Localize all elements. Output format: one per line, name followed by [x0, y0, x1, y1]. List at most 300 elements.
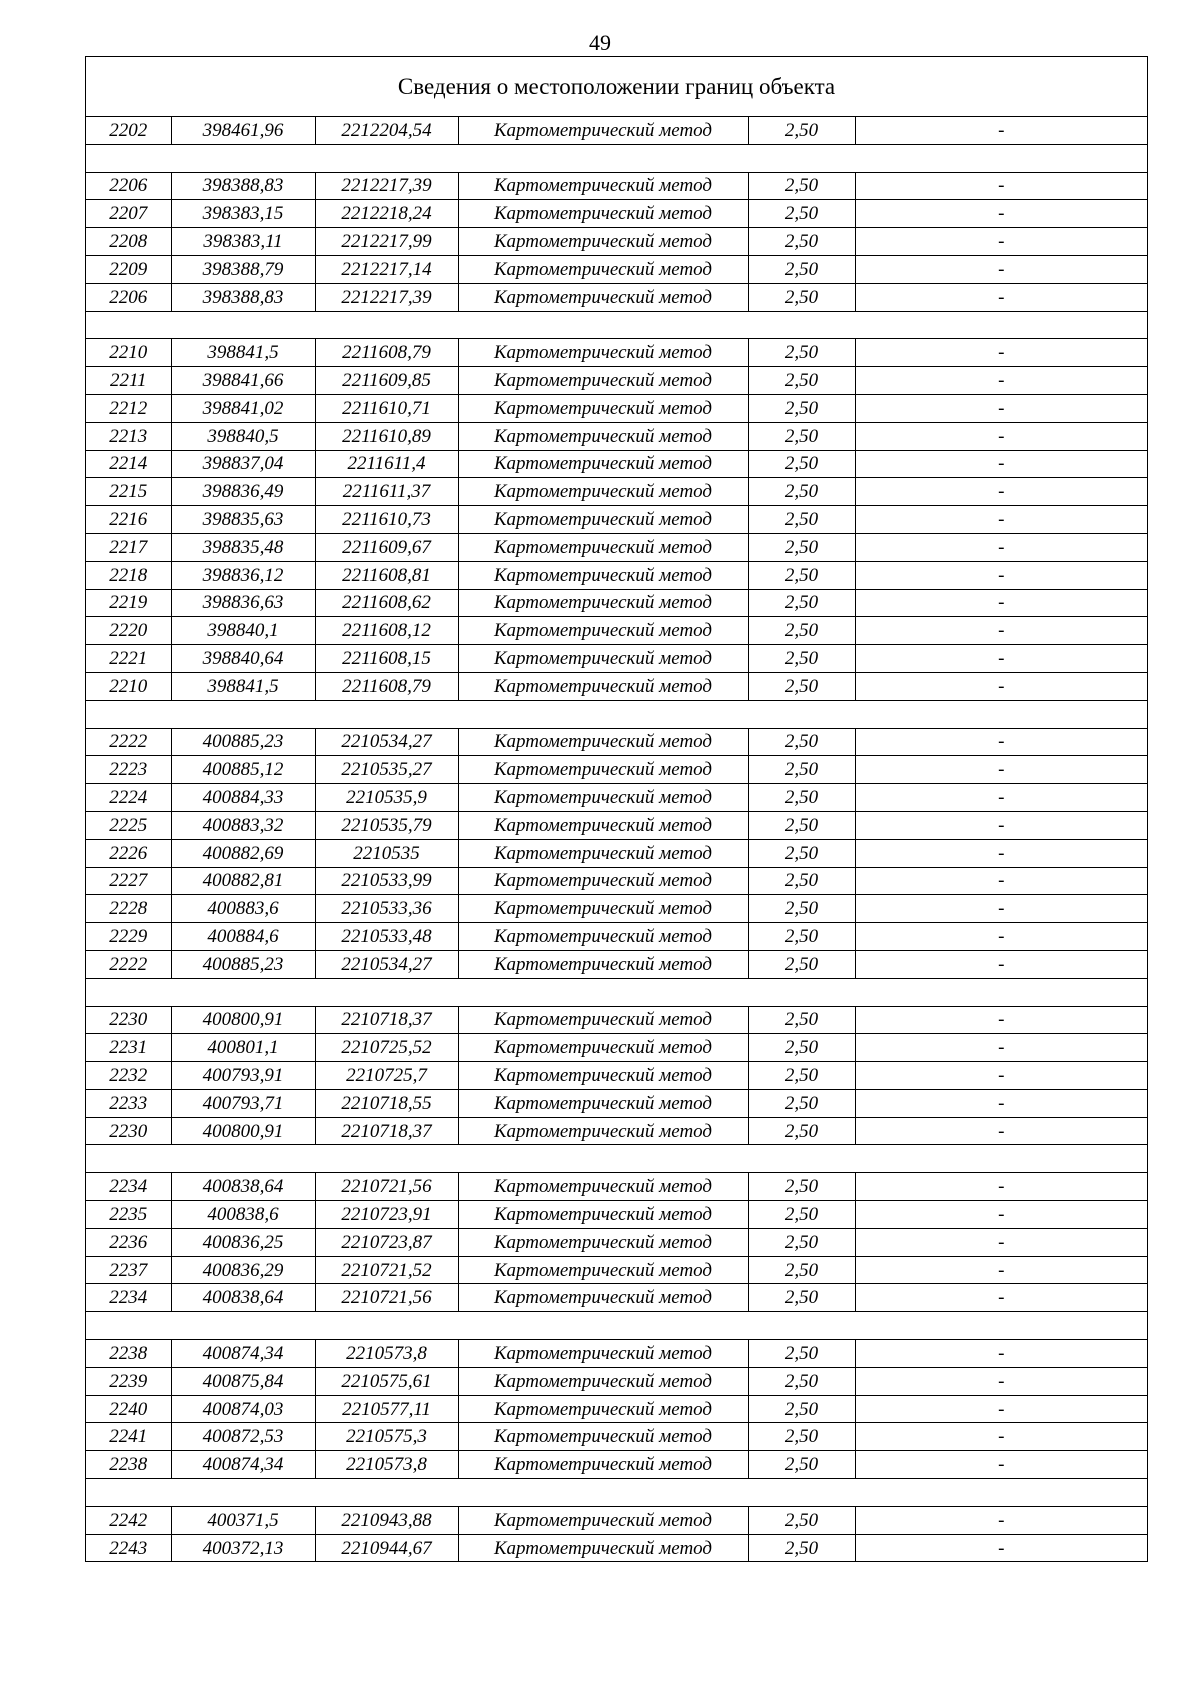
accuracy-cell: 2,50 — [748, 561, 855, 589]
table-row — [86, 1395, 1147, 1423]
method-cell: Картометрический метод — [458, 1201, 748, 1229]
x-coordinate-cell: 398836,49 — [171, 478, 315, 506]
description-cell: - — [855, 172, 1147, 200]
method-cell: Картометрический метод — [458, 422, 748, 450]
accuracy-cell: 2,50 — [748, 645, 855, 673]
table-row — [86, 200, 1147, 228]
table-row — [86, 1367, 1147, 1395]
accuracy-cell: 2,50 — [748, 478, 855, 506]
point-number-cell: 2237 — [86, 1256, 171, 1284]
description-cell: - — [855, 228, 1147, 256]
description-cell: - — [855, 478, 1147, 506]
method-cell: Картометрический метод — [458, 923, 748, 951]
method-cell: Картометрический метод — [458, 1534, 748, 1561]
table-row — [86, 1006, 1147, 1034]
separator-cell — [86, 1312, 1147, 1340]
description-cell: - — [855, 1506, 1147, 1534]
x-coordinate-cell: 400874,03 — [171, 1395, 315, 1423]
separator-cell — [86, 1145, 1147, 1173]
method-cell: Картометрический метод — [458, 1367, 748, 1395]
method-cell: Картометрический метод — [458, 561, 748, 589]
point-number-cell: 2235 — [86, 1201, 171, 1229]
y-coordinate-cell: 2210725,52 — [315, 1034, 458, 1062]
method-cell: Картометрический метод — [458, 506, 748, 534]
x-coordinate-cell: 400838,64 — [171, 1284, 315, 1312]
table-row — [86, 1284, 1147, 1312]
x-coordinate-cell: 398841,5 — [171, 339, 315, 367]
point-number-cell: 2238 — [86, 1340, 171, 1368]
description-cell: - — [855, 422, 1147, 450]
point-number-cell: 2215 — [86, 478, 171, 506]
y-coordinate-cell: 2210533,36 — [315, 895, 458, 923]
y-coordinate-cell: 2211608,12 — [315, 617, 458, 645]
description-cell: - — [855, 867, 1147, 895]
table-row — [86, 784, 1147, 812]
y-coordinate-cell: 2210718,37 — [315, 1117, 458, 1145]
table-row — [86, 561, 1147, 589]
accuracy-cell: 2,50 — [748, 1089, 855, 1117]
x-coordinate-cell: 400371,5 — [171, 1506, 315, 1534]
description-cell: - — [855, 1228, 1147, 1256]
method-cell: Картометрический метод — [458, 1173, 748, 1201]
accuracy-cell: 2,50 — [748, 1062, 855, 1090]
point-number-cell: 2208 — [86, 228, 171, 256]
point-number-cell: 2210 — [86, 339, 171, 367]
method-cell: Картометрический метод — [458, 1506, 748, 1534]
y-coordinate-cell: 2210573,8 — [315, 1340, 458, 1368]
y-coordinate-cell: 2211608,62 — [315, 589, 458, 617]
x-coordinate-cell: 398388,83 — [171, 172, 315, 200]
description-cell: - — [855, 756, 1147, 784]
method-cell: Картометрический метод — [458, 1451, 748, 1479]
y-coordinate-cell: 2212217,14 — [315, 255, 458, 283]
table-row — [86, 422, 1147, 450]
point-number-cell: 2236 — [86, 1228, 171, 1256]
description-cell: - — [855, 1256, 1147, 1284]
description-cell: - — [855, 1395, 1147, 1423]
table-row — [86, 1173, 1147, 1201]
point-number-cell: 2229 — [86, 923, 171, 951]
y-coordinate-cell: 2210718,37 — [315, 1006, 458, 1034]
contour-separator-row — [86, 144, 1147, 172]
description-cell: - — [855, 1534, 1147, 1561]
x-coordinate-cell: 398388,83 — [171, 283, 315, 311]
method-cell: Картометрический метод — [458, 172, 748, 200]
method-cell: Картометрический метод — [458, 1284, 748, 1312]
x-coordinate-cell: 398835,48 — [171, 533, 315, 561]
point-number-cell: 2207 — [86, 200, 171, 228]
y-coordinate-cell: 2210944,67 — [315, 1534, 458, 1561]
table-row — [86, 1451, 1147, 1479]
description-cell: - — [855, 1451, 1147, 1479]
description-cell: - — [855, 200, 1147, 228]
method-cell: Картометрический метод — [458, 1034, 748, 1062]
method-cell: Картометрический метод — [458, 756, 748, 784]
description-cell: - — [855, 1340, 1147, 1368]
x-coordinate-cell: 400882,81 — [171, 867, 315, 895]
table-row — [86, 172, 1147, 200]
description-cell: - — [855, 950, 1147, 978]
description-cell: - — [855, 1201, 1147, 1229]
accuracy-cell: 2,50 — [748, 506, 855, 534]
x-coordinate-cell: 398383,15 — [171, 200, 315, 228]
accuracy-cell: 2,50 — [748, 1006, 855, 1034]
accuracy-cell: 2,50 — [748, 1117, 855, 1145]
description-cell: - — [855, 283, 1147, 311]
accuracy-cell: 2,50 — [748, 1367, 855, 1395]
description-cell: - — [855, 617, 1147, 645]
y-coordinate-cell: 2210577,11 — [315, 1395, 458, 1423]
x-coordinate-cell: 398837,04 — [171, 450, 315, 478]
y-coordinate-cell: 2212204,54 — [315, 117, 458, 144]
x-coordinate-cell: 398840,5 — [171, 422, 315, 450]
y-coordinate-cell: 2211610,71 — [315, 394, 458, 422]
method-cell: Картометрический метод — [458, 394, 748, 422]
accuracy-cell: 2,50 — [748, 1173, 855, 1201]
y-coordinate-cell: 2210943,88 — [315, 1506, 458, 1534]
description-cell: - — [855, 339, 1147, 367]
point-number-cell: 2206 — [86, 172, 171, 200]
point-number-cell: 2232 — [86, 1062, 171, 1090]
method-cell: Картометрический метод — [458, 811, 748, 839]
table-row — [86, 1117, 1147, 1145]
y-coordinate-cell: 2211608,79 — [315, 672, 458, 700]
point-number-cell: 2214 — [86, 450, 171, 478]
method-cell: Картометрический метод — [458, 895, 748, 923]
y-coordinate-cell: 2210534,27 — [315, 950, 458, 978]
point-number-cell: 2228 — [86, 895, 171, 923]
table-row — [86, 1256, 1147, 1284]
table-row — [86, 367, 1147, 395]
y-coordinate-cell: 2212217,99 — [315, 228, 458, 256]
point-number-cell: 2217 — [86, 533, 171, 561]
method-cell: Картометрический метод — [458, 1340, 748, 1368]
y-coordinate-cell: 2210534,27 — [315, 728, 458, 756]
point-number-cell: 2239 — [86, 1367, 171, 1395]
accuracy-cell: 2,50 — [748, 839, 855, 867]
y-coordinate-cell: 2210721,52 — [315, 1256, 458, 1284]
x-coordinate-cell: 400793,71 — [171, 1089, 315, 1117]
x-coordinate-cell: 400884,6 — [171, 923, 315, 951]
point-number-cell: 2227 — [86, 867, 171, 895]
method-cell: Картометрический метод — [458, 728, 748, 756]
y-coordinate-cell: 2212218,24 — [315, 200, 458, 228]
x-coordinate-cell: 398840,1 — [171, 617, 315, 645]
point-number-cell: 2241 — [86, 1423, 171, 1451]
table-row — [86, 1089, 1147, 1117]
point-number-cell: 2240 — [86, 1395, 171, 1423]
y-coordinate-cell: 2210725,7 — [315, 1062, 458, 1090]
table-row — [86, 756, 1147, 784]
accuracy-cell: 2,50 — [748, 450, 855, 478]
method-cell: Картометрический метод — [458, 117, 748, 144]
x-coordinate-cell: 400838,64 — [171, 1173, 315, 1201]
description-cell: - — [855, 561, 1147, 589]
table-row — [86, 867, 1147, 895]
method-cell: Картометрический метод — [458, 367, 748, 395]
description-cell: - — [855, 811, 1147, 839]
x-coordinate-cell: 400801,1 — [171, 1034, 315, 1062]
y-coordinate-cell: 2210575,61 — [315, 1367, 458, 1395]
point-number-cell: 2216 — [86, 506, 171, 534]
description-cell: - — [855, 367, 1147, 395]
table-row — [86, 283, 1147, 311]
description-cell: - — [855, 117, 1147, 144]
y-coordinate-cell: 2210718,55 — [315, 1089, 458, 1117]
table-row — [86, 1423, 1147, 1451]
x-coordinate-cell: 400883,6 — [171, 895, 315, 923]
accuracy-cell: 2,50 — [748, 422, 855, 450]
point-number-cell: 2238 — [86, 1451, 171, 1479]
description-cell: - — [855, 1006, 1147, 1034]
description-cell: - — [855, 1173, 1147, 1201]
accuracy-cell: 2,50 — [748, 811, 855, 839]
y-coordinate-cell: 2211610,73 — [315, 506, 458, 534]
table-row — [86, 950, 1147, 978]
table-heading: Сведения о местоположении границ объекта — [86, 57, 1147, 117]
boundary-table-frame — [85, 56, 1148, 1562]
method-cell: Картометрический метод — [458, 950, 748, 978]
description-cell: - — [855, 1034, 1147, 1062]
accuracy-cell: 2,50 — [748, 1423, 855, 1451]
description-cell: - — [855, 1367, 1147, 1395]
separator-cell — [86, 144, 1147, 172]
y-coordinate-cell: 2210535 — [315, 839, 458, 867]
method-cell: Картометрический метод — [458, 339, 748, 367]
x-coordinate-cell: 398383,11 — [171, 228, 315, 256]
accuracy-cell: 2,50 — [748, 784, 855, 812]
x-coordinate-cell: 400800,91 — [171, 1006, 315, 1034]
accuracy-cell: 2,50 — [748, 867, 855, 895]
separator-cell — [86, 311, 1147, 339]
boundary-points-table — [86, 117, 1147, 1561]
point-number-cell: 2222 — [86, 728, 171, 756]
method-cell: Картометрический метод — [458, 1117, 748, 1145]
accuracy-cell: 2,50 — [748, 923, 855, 951]
x-coordinate-cell: 398840,64 — [171, 645, 315, 673]
description-cell: - — [855, 645, 1147, 673]
accuracy-cell: 2,50 — [748, 1340, 855, 1368]
x-coordinate-cell: 398835,63 — [171, 506, 315, 534]
table-row — [86, 1228, 1147, 1256]
method-cell: Картометрический метод — [458, 450, 748, 478]
description-cell: - — [855, 923, 1147, 951]
table-row — [86, 255, 1147, 283]
y-coordinate-cell: 2210533,99 — [315, 867, 458, 895]
point-number-cell: 2202 — [86, 117, 171, 144]
x-coordinate-cell: 400372,13 — [171, 1534, 315, 1561]
table-row — [86, 923, 1147, 951]
accuracy-cell: 2,50 — [748, 1256, 855, 1284]
point-number-cell: 2220 — [86, 617, 171, 645]
x-coordinate-cell: 400883,32 — [171, 811, 315, 839]
accuracy-cell: 2,50 — [748, 200, 855, 228]
x-coordinate-cell: 400885,12 — [171, 756, 315, 784]
method-cell: Картометрический метод — [458, 839, 748, 867]
accuracy-cell: 2,50 — [748, 617, 855, 645]
table-row — [86, 1062, 1147, 1090]
accuracy-cell: 2,50 — [748, 1534, 855, 1561]
y-coordinate-cell: 2210721,56 — [315, 1284, 458, 1312]
accuracy-cell: 2,50 — [748, 1228, 855, 1256]
page-number: 49 — [589, 30, 611, 55]
table-row — [86, 1340, 1147, 1368]
method-cell: Картометрический метод — [458, 867, 748, 895]
y-coordinate-cell: 2210721,56 — [315, 1173, 458, 1201]
y-coordinate-cell: 2210723,91 — [315, 1201, 458, 1229]
x-coordinate-cell: 398388,79 — [171, 255, 315, 283]
description-cell: - — [855, 728, 1147, 756]
accuracy-cell: 2,50 — [748, 172, 855, 200]
description-cell: - — [855, 394, 1147, 422]
accuracy-cell: 2,50 — [748, 1034, 855, 1062]
table-row — [86, 617, 1147, 645]
y-coordinate-cell: 2211609,67 — [315, 533, 458, 561]
method-cell: Картометрический метод — [458, 200, 748, 228]
method-cell: Картометрический метод — [458, 1089, 748, 1117]
description-cell: - — [855, 1284, 1147, 1312]
x-coordinate-cell: 400800,91 — [171, 1117, 315, 1145]
x-coordinate-cell: 400793,91 — [171, 1062, 315, 1090]
method-cell: Картометрический метод — [458, 1062, 748, 1090]
y-coordinate-cell: 2210535,27 — [315, 756, 458, 784]
table-row — [86, 1201, 1147, 1229]
x-coordinate-cell: 398841,66 — [171, 367, 315, 395]
x-coordinate-cell: 400885,23 — [171, 950, 315, 978]
y-coordinate-cell: 2210573,8 — [315, 1451, 458, 1479]
table-row — [86, 839, 1147, 867]
table-row — [86, 811, 1147, 839]
contour-separator-row — [86, 1145, 1147, 1173]
table-row — [86, 450, 1147, 478]
table-row — [86, 895, 1147, 923]
contour-separator-row — [86, 978, 1147, 1006]
x-coordinate-cell: 400874,34 — [171, 1451, 315, 1479]
point-number-cell: 2233 — [86, 1089, 171, 1117]
method-cell: Картометрический метод — [458, 1395, 748, 1423]
accuracy-cell: 2,50 — [748, 117, 855, 144]
x-coordinate-cell: 400884,33 — [171, 784, 315, 812]
x-coordinate-cell: 398841,02 — [171, 394, 315, 422]
x-coordinate-cell: 400882,69 — [171, 839, 315, 867]
point-number-cell: 2221 — [86, 645, 171, 673]
description-cell: - — [855, 1117, 1147, 1145]
point-number-cell: 2209 — [86, 255, 171, 283]
point-number-cell: 2212 — [86, 394, 171, 422]
description-cell: - — [855, 450, 1147, 478]
y-coordinate-cell: 2210535,79 — [315, 811, 458, 839]
x-coordinate-cell: 400874,34 — [171, 1340, 315, 1368]
point-number-cell: 2210 — [86, 672, 171, 700]
y-coordinate-cell: 2210535,9 — [315, 784, 458, 812]
description-cell: - — [855, 839, 1147, 867]
description-cell: - — [855, 672, 1147, 700]
separator-cell — [86, 1479, 1147, 1507]
point-number-cell: 2213 — [86, 422, 171, 450]
accuracy-cell: 2,50 — [748, 756, 855, 784]
x-coordinate-cell: 398841,5 — [171, 672, 315, 700]
table-row — [86, 1034, 1147, 1062]
accuracy-cell: 2,50 — [748, 1201, 855, 1229]
x-coordinate-cell: 400836,25 — [171, 1228, 315, 1256]
accuracy-cell: 2,50 — [748, 367, 855, 395]
accuracy-cell: 2,50 — [748, 672, 855, 700]
x-coordinate-cell: 400838,6 — [171, 1201, 315, 1229]
description-cell: - — [855, 589, 1147, 617]
point-number-cell: 2206 — [86, 283, 171, 311]
y-coordinate-cell: 2212217,39 — [315, 283, 458, 311]
y-coordinate-cell: 2211611,4 — [315, 450, 458, 478]
table-row — [86, 1534, 1147, 1561]
accuracy-cell: 2,50 — [748, 1506, 855, 1534]
accuracy-cell: 2,50 — [748, 394, 855, 422]
point-number-cell: 2231 — [86, 1034, 171, 1062]
x-coordinate-cell: 400872,53 — [171, 1423, 315, 1451]
table-row — [86, 728, 1147, 756]
accuracy-cell: 2,50 — [748, 1395, 855, 1423]
point-number-cell: 2219 — [86, 589, 171, 617]
separator-cell — [86, 978, 1147, 1006]
method-cell: Картометрический метод — [458, 283, 748, 311]
accuracy-cell: 2,50 — [748, 283, 855, 311]
point-number-cell: 2226 — [86, 839, 171, 867]
method-cell: Картометрический метод — [458, 784, 748, 812]
y-coordinate-cell: 2211609,85 — [315, 367, 458, 395]
point-number-cell: 2222 — [86, 950, 171, 978]
separator-cell — [86, 700, 1147, 728]
x-coordinate-cell: 400875,84 — [171, 1367, 315, 1395]
accuracy-cell: 2,50 — [748, 895, 855, 923]
point-number-cell: 2224 — [86, 784, 171, 812]
table-row — [86, 589, 1147, 617]
accuracy-cell: 2,50 — [748, 1284, 855, 1312]
description-cell: - — [855, 533, 1147, 561]
accuracy-cell: 2,50 — [748, 728, 855, 756]
method-cell: Картометрический метод — [458, 228, 748, 256]
contour-separator-row — [86, 1312, 1147, 1340]
table-row — [86, 672, 1147, 700]
point-number-cell: 2218 — [86, 561, 171, 589]
method-cell: Картометрический метод — [458, 1006, 748, 1034]
point-number-cell: 2234 — [86, 1284, 171, 1312]
point-number-cell: 2230 — [86, 1006, 171, 1034]
point-number-cell: 2225 — [86, 811, 171, 839]
table-row — [86, 339, 1147, 367]
x-coordinate-cell: 398836,63 — [171, 589, 315, 617]
method-cell: Картометрический метод — [458, 533, 748, 561]
y-coordinate-cell: 2211611,37 — [315, 478, 458, 506]
y-coordinate-cell: 2210575,3 — [315, 1423, 458, 1451]
y-coordinate-cell: 2212217,39 — [315, 172, 458, 200]
x-coordinate-cell: 398461,96 — [171, 117, 315, 144]
method-cell: Картометрический метод — [458, 672, 748, 700]
y-coordinate-cell: 2211608,15 — [315, 645, 458, 673]
table-row — [86, 533, 1147, 561]
point-number-cell: 2223 — [86, 756, 171, 784]
point-number-cell: 2234 — [86, 1173, 171, 1201]
contour-separator-row — [86, 311, 1147, 339]
x-coordinate-cell: 400836,29 — [171, 1256, 315, 1284]
method-cell: Картометрический метод — [458, 589, 748, 617]
method-cell: Картометрический метод — [458, 478, 748, 506]
method-cell: Картометрический метод — [458, 1256, 748, 1284]
y-coordinate-cell: 2210533,48 — [315, 923, 458, 951]
contour-separator-row — [86, 1479, 1147, 1507]
description-cell: - — [855, 895, 1147, 923]
description-cell: - — [855, 1062, 1147, 1090]
method-cell: Картометрический метод — [458, 1423, 748, 1451]
point-number-cell: 2211 — [86, 367, 171, 395]
